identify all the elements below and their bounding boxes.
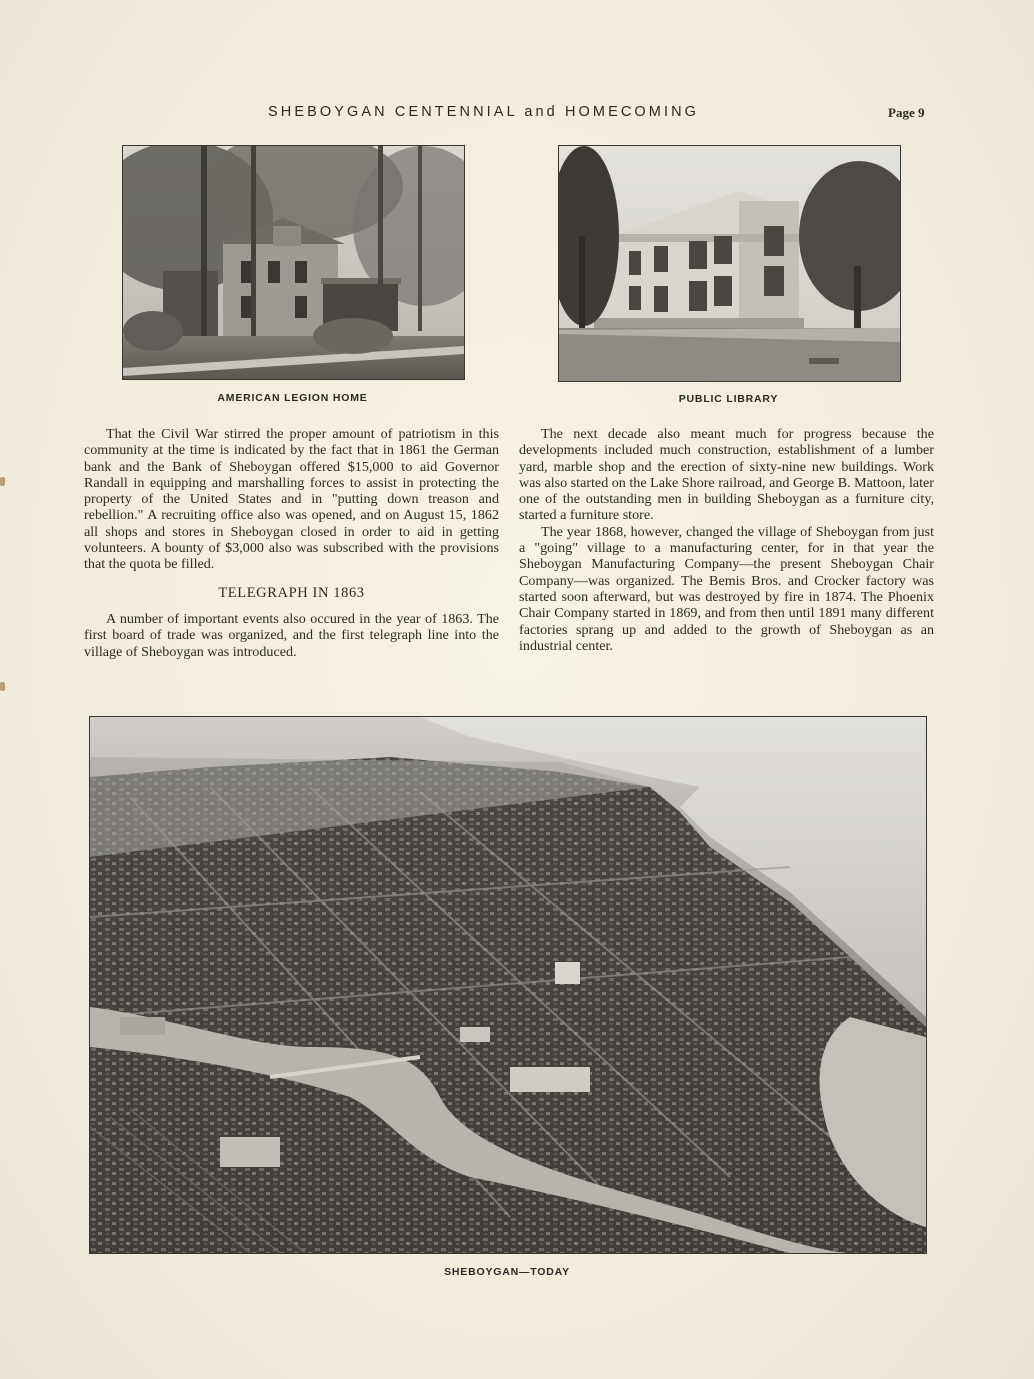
telegraph-subhead: TELEGRAPH IN 1863	[218, 584, 365, 601]
telegraph-paragraph: A number of important events also occured in the year of 1863. The first board of trade was organized, and the first telegraph line into the village of Sheboygan was introduced.	[84, 610, 499, 660]
publication-title: SHEBOYGAN CENTENNIAL and HOMECOMING	[268, 104, 700, 120]
page-number: Page 9	[888, 105, 925, 120]
decade-progress-paragraph: The next decade also meant much for progress because the developments included much construction, establishment of a lumber yard, marble shop and the erection of sixty-nine new buildings. Work was also started on the Lake Shore railroad, and George B. Mattoon, later one of the outstanding men in building Sheboygan as a furniture city, started a furniture store.	[519, 426, 934, 524]
right-text-column	[519, 426, 934, 654]
sheboygan-aerial-photo	[89, 716, 927, 1254]
sheboygan-today-caption: SHEBOYGAN—TODAY	[444, 1266, 570, 1278]
library-photo-icon	[559, 146, 900, 381]
paper-blemish	[0, 682, 5, 691]
american-legion-home-caption: AMERICAN LEGION HOME	[217, 392, 368, 404]
public-library-photo	[558, 145, 901, 382]
american-legion-home-photo	[122, 145, 465, 380]
aerial-city-photo-icon	[90, 717, 926, 1253]
left-text-column	[84, 426, 499, 660]
house-photo-icon	[123, 146, 464, 379]
page-header	[0, 104, 1034, 124]
manufacturing-paragraph: The year 1868, however, changed the village of Sheboygan from just a "going" village to a manufacturing center, for in that year the Sheboygan Manufacturing Company—the present Sheboygan Chair Company—was organized. The Bemis Bros. and Crocker factory was started soon afterward, but was destroyed by fire in 1874. The Phoenix Chair Company started in 1869, and from then until 1891 many different factories sprang up and added to the growth of Sheboygan as an industrial center.	[519, 523, 934, 654]
public-library-caption: PUBLIC LIBRARY	[678, 393, 779, 405]
civil-war-paragraph: That the Civil War stirred the proper amount of patriotism in this community at the time is indicated by the fact that in 1861 the German bank and the Bank of Sheboygan offered $15,000 to aid Governor Randall in equipping and marshalling forces to assist in protecting the property of the United States and in "putting down treason and rebellion." A recruiting office also was opened, and on August 15, 1862 all shops and stores in Sheboygan closed in order to aid in getting volunteers. A bounty of $3,000 also was subscribed with the provisions that the quota be filled.	[84, 426, 499, 573]
paper-blemish	[0, 477, 5, 486]
